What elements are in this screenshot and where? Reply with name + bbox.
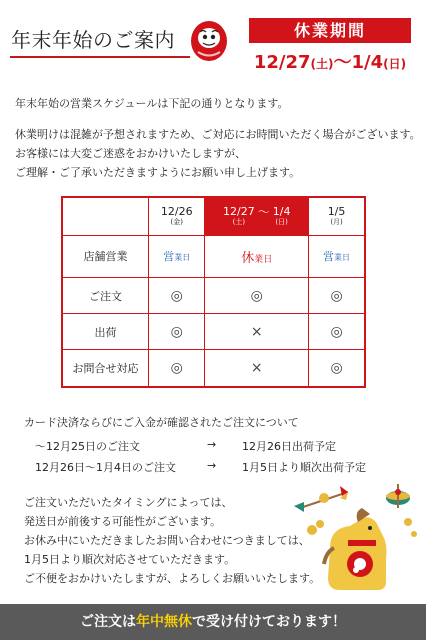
footer-text-post: で受け付けております！	[192, 614, 346, 630]
status-sub: 業日	[334, 253, 351, 263]
arrow-icon: →	[207, 459, 217, 472]
column-day: (日)	[275, 218, 288, 227]
available-mark: ◎	[149, 278, 205, 314]
shipping-schedule: 1月5日より順次出荷予定	[242, 461, 366, 474]
available-mark: ◎	[309, 278, 365, 314]
shipping-schedule: 12月26日出荷予定	[242, 440, 336, 453]
daruma-icon	[189, 16, 229, 62]
status-cell-closed	[205, 235, 309, 278]
available-mark: ◎	[309, 314, 365, 350]
row-label: お問合せ対応	[62, 350, 149, 387]
available-mark: ◎	[309, 350, 365, 387]
note-line: お休み中にいただきましたお問い合わせにつきましては、	[24, 534, 310, 547]
column-date: 1/5	[327, 205, 346, 219]
available-mark: ◎	[149, 350, 205, 387]
shipping-row	[35, 459, 365, 473]
status-main: 営	[163, 250, 175, 264]
table-row	[62, 314, 365, 350]
column-date: 12/27	[223, 205, 255, 219]
status-main: 休	[241, 250, 255, 266]
column-header-closed	[205, 197, 309, 235]
schedule-table	[61, 196, 366, 388]
closed-start-day: (土)	[310, 57, 334, 71]
footer-highlight: 年中無休	[136, 614, 192, 630]
status-main: 営	[323, 250, 335, 264]
note-line: 発送日が前後する可能性がございます。	[24, 515, 222, 528]
shipping-row	[35, 438, 365, 452]
title-underline	[10, 56, 190, 58]
shipping-order-range: 〜12月25日のご注文	[35, 440, 140, 453]
note-line: ご注文いただいたタイミングによっては、	[24, 496, 233, 509]
row-label: ご注文	[62, 278, 149, 314]
intro-text: 年末年始の営業スケジュールは下記の通りとなります。	[15, 97, 289, 110]
closed-start-date: 12/27	[253, 52, 311, 73]
column-header	[149, 197, 205, 235]
note-line: ご不便をおかけいたしますが、よろしくお願いいたします。	[24, 572, 321, 585]
table-row	[62, 278, 365, 314]
intro-notice-line: お客様には大変ご迷惑をおかけいたしますが、	[15, 147, 246, 160]
column-day: (月)	[330, 218, 343, 227]
horse-figure-icon	[324, 508, 387, 590]
status-cell-open	[309, 235, 365, 278]
column-header	[309, 197, 365, 235]
lucky-arrow-icon	[294, 486, 348, 512]
shipping-title: カード決済ならびにご入金が確認されたご注文について	[24, 416, 299, 429]
unavailable-mark: ×	[205, 314, 309, 350]
closed-period-dates	[249, 48, 411, 74]
column-day: (土)	[232, 218, 246, 227]
closed-date-separator: 〜	[333, 52, 352, 73]
arrow-icon: →	[207, 438, 217, 451]
unavailable-mark: ×	[205, 350, 309, 387]
column-date: 1/4	[272, 205, 291, 219]
intro-notice-line: 休業明けは混雑が予想されますため、ご対応にお時間いただく場合がございます。	[15, 128, 421, 141]
status-sub: 業日	[174, 253, 191, 263]
table-row	[62, 350, 365, 387]
shipping-order-range: 12月26日〜1月4日のご注文	[35, 461, 176, 474]
status-sub: 業日	[254, 254, 273, 265]
intro-notice	[15, 125, 421, 182]
page-title: 年末年始のご案内	[11, 28, 175, 52]
closed-end-date: 1/4	[351, 52, 384, 73]
table-row	[62, 235, 365, 278]
spinning-top-icon	[386, 484, 410, 508]
column-day: (金)	[170, 218, 183, 227]
footer-text-pre: ご注文は	[80, 614, 136, 630]
column-date: 12/26	[160, 205, 193, 219]
available-mark: ◎	[205, 278, 309, 314]
notes-text	[24, 493, 320, 588]
closed-period-badge: 休業期間	[249, 18, 411, 43]
row-label: 出荷	[62, 314, 149, 350]
closed-end-day: (日)	[383, 57, 407, 71]
status-cell-open	[149, 235, 205, 278]
intro-notice-line: ご理解・ご了承いただきますようにお願い申し上げます。	[15, 166, 301, 179]
note-line: 1月5日より順次対応させていただきます。	[24, 553, 236, 566]
column-date-separator: 〜	[257, 205, 270, 220]
new-year-horse-illustration	[290, 478, 420, 596]
header	[0, 0, 426, 80]
table-corner-cell	[62, 197, 149, 235]
available-mark: ◎	[149, 314, 205, 350]
row-label: 店舗営業	[62, 235, 149, 278]
table-header-row	[62, 197, 365, 235]
footer-banner	[0, 604, 426, 640]
